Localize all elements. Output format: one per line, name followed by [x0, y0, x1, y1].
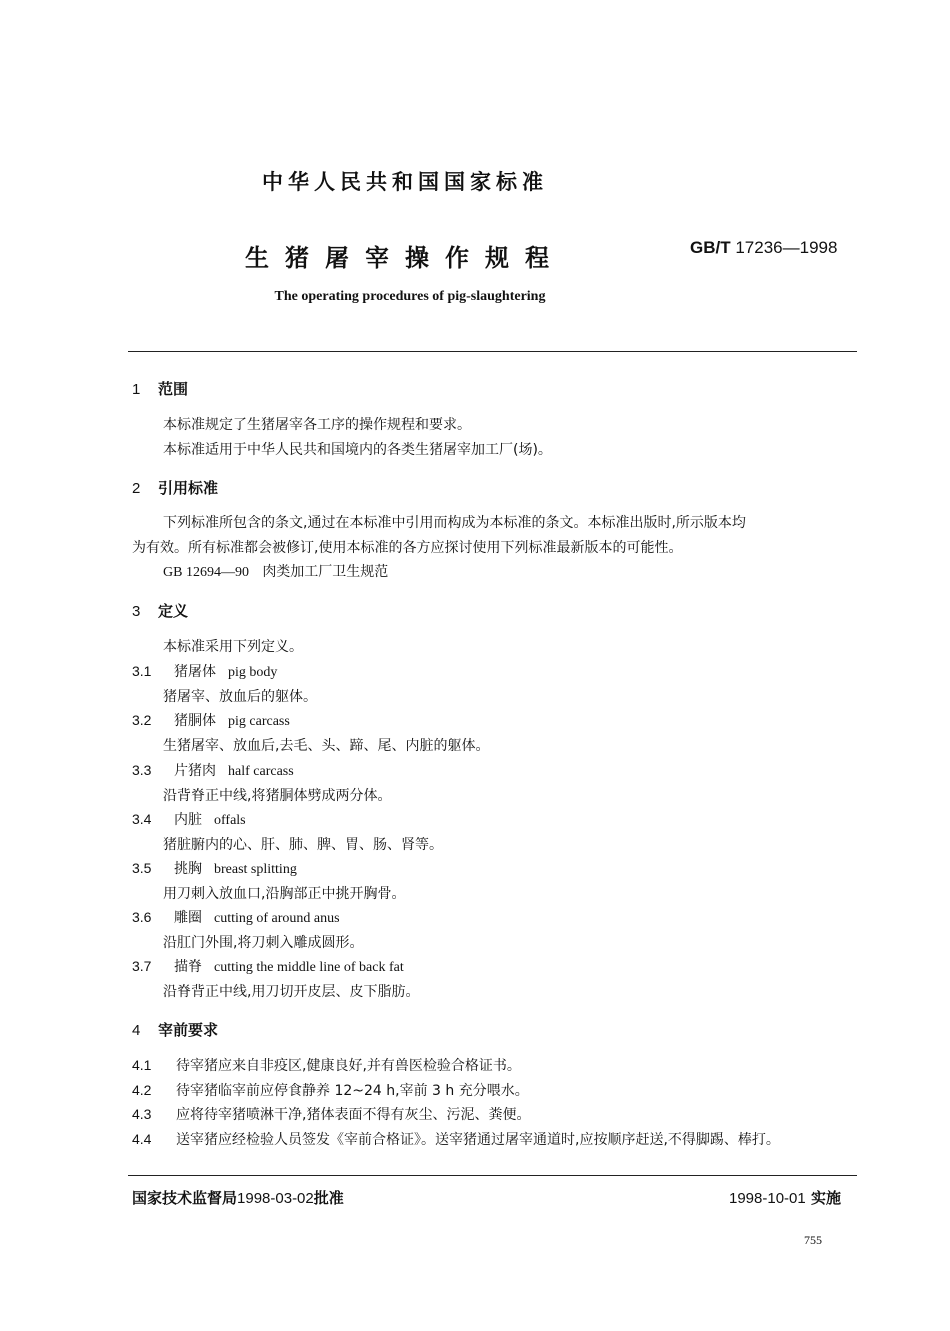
section-1-paragraph-1: 本标准规定了生猪屠宰各工序的操作规程和要求。	[163, 417, 471, 433]
definition-term-3-7	[132, 956, 404, 976]
section-number: 3	[132, 603, 141, 620]
implement-label: 实施	[810, 1189, 841, 1207]
term-chinese: 挑胸	[174, 861, 202, 877]
approval-org: 国家技术监督局	[132, 1189, 238, 1207]
definition-text-3-6: 沿肛门外围,将刀刺入雕成圆形。	[163, 935, 364, 951]
standard-code-prefix: GB/T	[690, 238, 731, 257]
reference-code: GB 12694—90	[163, 565, 249, 580]
document-title: 生猪屠宰操作规程	[245, 244, 565, 272]
requirement-4-4	[132, 1129, 780, 1149]
section-4-heading	[132, 1019, 218, 1040]
definition-text-3-4: 猪脏腑内的心、肝、肺、脾、胃、肠、肾等。	[163, 837, 443, 853]
section-3-intro: 本标准采用下列定义。	[163, 639, 303, 655]
section-title: 定义	[158, 602, 189, 620]
term-chinese: 猪屠体	[174, 664, 216, 680]
definition-term-3-3	[132, 760, 294, 780]
section-2-paragraph-line-2: 为有效。所有标准都会被修订,使用本标准的各方应探讨使用下列标准最新版本的可能性。	[132, 540, 683, 556]
term-english: breast splitting	[214, 862, 297, 877]
section-title: 引用标准	[158, 479, 219, 497]
item-number: 4.2	[132, 1082, 152, 1098]
page-number: 755	[804, 1233, 822, 1247]
term-english: half carcass	[228, 764, 294, 779]
term-chinese: 雕圈	[174, 910, 202, 926]
item-number: 3.2	[132, 712, 152, 728]
header-divider	[128, 351, 857, 352]
item-number: 3.3	[132, 762, 152, 778]
implement-date: 1998-10-01	[729, 1190, 806, 1207]
requirement-4-2	[132, 1080, 529, 1100]
term-english: offals	[214, 813, 246, 828]
term-chinese: 猪胴体	[174, 713, 216, 729]
item-number: 3.7	[132, 958, 152, 974]
section-number: 4	[132, 1022, 141, 1039]
term-english: cutting of around anus	[214, 911, 340, 926]
item-number: 3.1	[132, 663, 152, 679]
definition-term-3-6	[132, 907, 340, 927]
section-2-reference	[163, 561, 388, 581]
definition-text-3-7: 沿脊背正中线,用刀切开皮层、皮下脂肪。	[163, 984, 420, 1000]
implementation-line	[729, 1187, 841, 1208]
item-number: 3.6	[132, 909, 152, 925]
definition-term-3-1	[132, 661, 277, 681]
section-2-heading	[132, 477, 218, 498]
section-number: 2	[132, 480, 141, 497]
definition-text-3-2: 生猪屠宰、放血后,去毛、头、蹄、尾、内脏的躯体。	[163, 738, 490, 754]
item-number: 4.4	[132, 1131, 152, 1147]
reference-title: 肉类加工厂卫生规范	[262, 564, 389, 580]
section-1-heading	[132, 378, 188, 399]
section-2-paragraph-line-1: 下列标准所包含的条文,通过在本标准中引用而构成为本标准的条文。本标准出版时,所示版本均	[163, 515, 746, 531]
standard-code	[690, 238, 837, 258]
requirement-text: 应将待宰猪喷淋干净,猪体表面不得有灰尘、污泥、粪便。	[176, 1107, 531, 1123]
section-title: 宰前要求	[158, 1021, 219, 1039]
definition-term-3-5	[132, 858, 297, 878]
requirement-4-1	[132, 1055, 521, 1075]
footer-divider	[128, 1175, 857, 1176]
standard-code-number: 17236—1998	[735, 238, 838, 257]
definition-text-3-5: 用刀刺入放血口,沿胸部正中挑开胸骨。	[163, 886, 406, 902]
definition-term-3-2	[132, 710, 290, 730]
item-number: 3.4	[132, 811, 152, 827]
term-english: cutting the middle line of back fat	[214, 960, 404, 975]
term-chinese: 片猪肉	[174, 763, 216, 779]
term-chinese: 内脏	[174, 812, 202, 828]
item-number: 3.5	[132, 860, 152, 876]
requirement-text: 待宰猪临宰前应停食静养 12~24 h,宰前 3 h 充分喂水。	[176, 1083, 529, 1099]
item-number: 4.1	[132, 1057, 152, 1073]
english-title: The operating procedures of pig-slaughtering	[274, 289, 546, 304]
term-chinese: 描脊	[174, 959, 202, 975]
requirement-text: 送宰猪应经检验人员签发《宰前合格证》。送宰猪通过屠宰通道时,应按顺序赶送,不得脚踢、棒打。	[176, 1132, 780, 1148]
approval-date: 1998-03-02	[237, 1190, 314, 1207]
national-standard-heading: 中华人民共和国国家标准	[262, 170, 548, 194]
approval-line	[132, 1187, 344, 1208]
term-english: pig body	[228, 665, 278, 680]
requirement-text: 待宰猪应来自非疫区,健康良好,并有兽医检验合格证书。	[176, 1058, 521, 1074]
section-title: 范围	[158, 380, 189, 398]
item-number: 4.3	[132, 1106, 152, 1122]
definition-text-3-3: 沿背脊正中线,将猪胴体劈成两分体。	[163, 788, 392, 804]
term-english: pig carcass	[228, 714, 290, 729]
requirement-4-3	[132, 1104, 530, 1124]
section-number: 1	[132, 381, 141, 398]
definition-text-3-1: 猪屠宰、放血后的躯体。	[163, 689, 317, 705]
section-1-paragraph-2: 本标准适用于中华人民共和国境内的各类生猪屠宰加工厂(场)。	[163, 442, 552, 458]
approval-label: 批准	[313, 1189, 344, 1207]
definition-term-3-4	[132, 809, 246, 829]
section-3-heading	[132, 600, 188, 621]
